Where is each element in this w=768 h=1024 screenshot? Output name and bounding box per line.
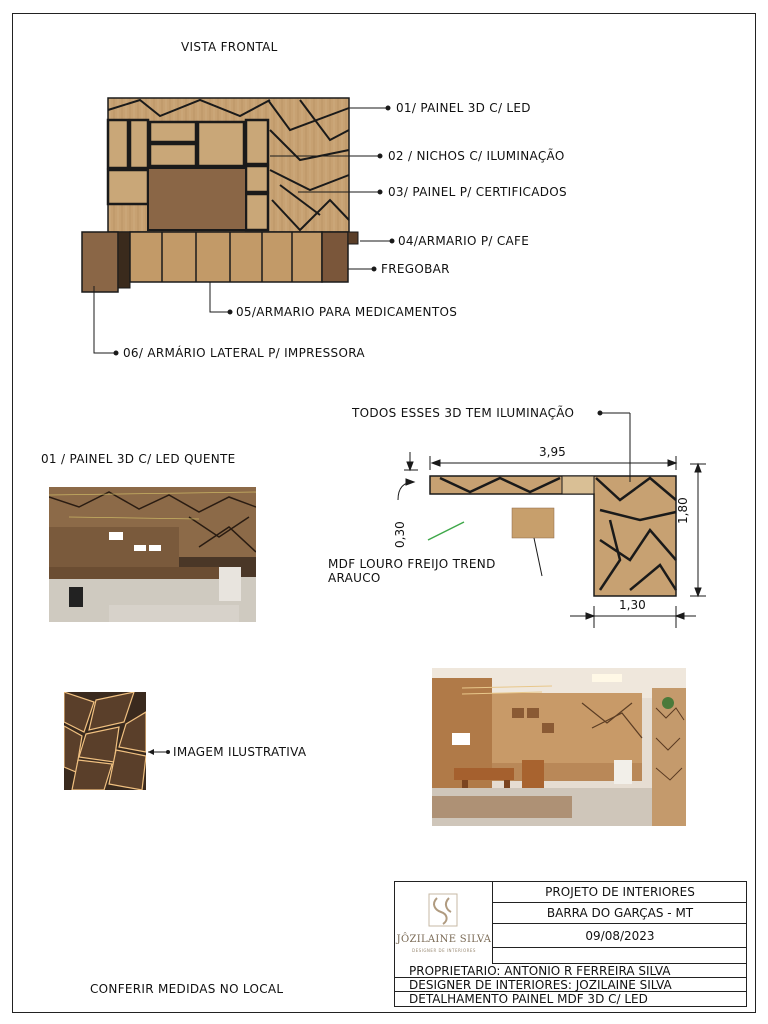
imagem-ilustrativa-label: IMAGEM ILUSTRATIVA: [173, 745, 307, 759]
tb-data: 09/08/2023: [493, 924, 747, 948]
dim-depth-left: 0,30: [393, 521, 407, 548]
dim-width-top: 3,95: [539, 445, 566, 459]
conferir-medidas-note: CONFERIR MEDIDAS NO LOCAL: [90, 982, 284, 996]
tb-proprietario: PROPRIETARIO: ANTONIO R FERREIRA SILVA: [395, 964, 747, 978]
designer-logo: [395, 882, 493, 964]
dim-width-bottom: 1,30: [619, 598, 646, 612]
room-render-photo: [432, 668, 686, 826]
tb-designer: DESIGNER DE INTERIORES: JOZILAINE SILVA: [395, 978, 747, 992]
title-block: [394, 881, 747, 1007]
callout-armario-lateral: 06/ ARMÁRIO LATERAL P/ IMPRESSORA: [123, 346, 365, 360]
callout-armario-medicamentos: 05/ARMARIO PARA MEDICAMENTOS: [236, 305, 458, 319]
tb-local: BARRA DO GARÇAS - MT: [493, 903, 747, 924]
tb-detalhamento: DETALHAMENTO PAINEL MDF 3D C/ LED: [409, 992, 648, 1006]
mdf-label-1: MDF LOURO FREIJO TREND: [328, 557, 496, 571]
logo-subtitle: DESIGNER DE INTERIORES: [412, 948, 476, 953]
callout-fregobar: FREGOBAR: [381, 262, 450, 276]
callout-armario-cafe: 04/ARMARIO P/ CAFE: [398, 234, 530, 248]
mdf-label-2: ARAUCO: [328, 571, 381, 585]
vista-frontal-title: VISTA FRONTAL: [181, 40, 278, 54]
illum-note: TODOS ESSES 3D TEM ILUMINAÇÃO: [352, 406, 575, 420]
callout-painel-3d: 01/ PAINEL 3D C/ LED: [396, 101, 531, 115]
tb-projeto: PROJETO DE INTERIORES: [493, 882, 747, 903]
callout-nichos: 02 / NICHOS C/ ILUMINAÇÃO: [388, 149, 565, 163]
callout-painel-certificados: 03/ PAINEL P/ CERTIFICADOS: [388, 185, 567, 199]
painel-led-label: 01 / PAINEL 3D C/ LED QUENTE: [41, 452, 236, 466]
dim-height-right: 1,80: [676, 497, 690, 524]
logo-name: JÔZILAINE SILVA: [396, 934, 492, 945]
